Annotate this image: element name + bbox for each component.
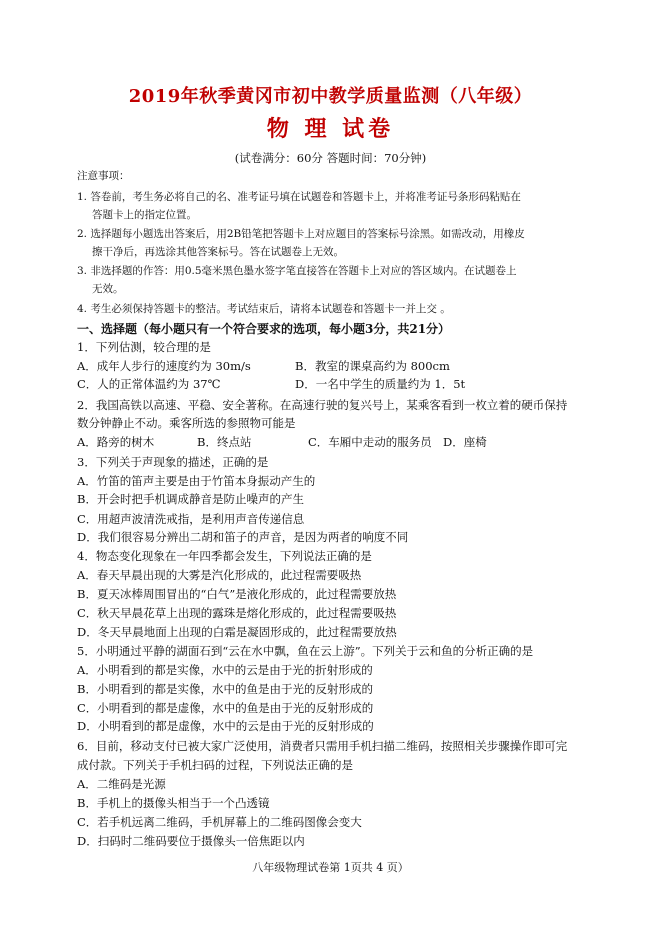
- option-d: D．我们很容易分辨出二胡和笛子的声音，是因为两者的响度不同: [77, 530, 409, 544]
- notes-heading: 注意事项：: [77, 170, 130, 182]
- option-c: C．小明看到的都是虚像，水中的鱼是由于光的反射形成的: [77, 701, 374, 715]
- notes-item: 3. 非选择题的作答：用0.5毫米黑色墨水签字笔直接答在答题卡上对应的答区域内。在试题卷上: [77, 265, 517, 277]
- option-c: C．若手机远离二维码，手机屏幕上的二维码图像会变大: [77, 815, 362, 829]
- notes-item: 无效。: [92, 283, 124, 295]
- question-stem: 5．小明通过平静的湖面石到“云在水中飘，鱼在云上游”。下列关于云和鱼的分析正确的是: [77, 644, 534, 658]
- option-a: A．小明看到的都是实像，水中的云是由于光的折射形成的: [77, 663, 373, 677]
- option-b: B．开会时把手机调成静音是防止噪声的产生: [77, 492, 304, 506]
- subject-title: 物 理 试卷: [266, 116, 395, 142]
- option-a: A．春天早晨出现的大雾是汽化形成的，此过程需要吸热: [77, 568, 362, 582]
- question-stem: 4．物态变化现象在一年四季都会发生，下列说法正确的是: [77, 549, 372, 563]
- page-title: 2019年秋季黄冈市初中教学质量监测（八年级）: [128, 86, 533, 107]
- question-stem: 1．下列估测，较合理的是: [77, 340, 211, 354]
- option-a: A．竹笛的笛声主要是由于竹笛本身振动产生的: [77, 474, 316, 488]
- question-stem: 3．下列关于声现象的描述，正确的是: [77, 455, 269, 469]
- question-stem-cont: 数分钟静止不动。乘客所选的参照物可能是: [77, 416, 296, 430]
- notes-item: 4. 考生必须保持答题卡的整洁。考试结束后，请将本试题卷和答题卡一并上交 。: [77, 303, 451, 315]
- option-b: B．手机上的摄像头相当于一个凸透镜: [77, 796, 270, 810]
- option-b: B．教室的课桌高约为 800cm: [295, 359, 450, 373]
- question-stem: 2．我国高铁以高速、平稳、安全著称。在高速行驶的复兴号上，某乘客看到一枚立着的硬币保持: [77, 398, 568, 412]
- option-b: B．小明看到的都是实像，水中的鱼是由于光的反射形成的: [77, 682, 373, 696]
- option-d: D．一名中学生的质量约为 1．5t: [295, 377, 466, 391]
- option-d: D．小明看到的都是虚像，水中的云是由于光的反射形成的: [77, 719, 374, 733]
- notes-item: 2. 选择题每小题选出答案后，用2B铅笔把答题卡上对应题目的答案标号涂黑。如需改动，用橡皮: [77, 228, 525, 240]
- question-stem-cont: 成付款。下列关于手机扫码的过程，下列说法正确的是: [77, 758, 353, 772]
- option-a: A．成年人步行的速度约为 30m/s: [77, 359, 251, 373]
- option-b: B．终点站: [197, 435, 252, 449]
- option-a: A．路旁的树木: [77, 435, 155, 449]
- option-c: C．车厢中走动的服务员: [308, 435, 432, 449]
- option-d: D．扫码时二维码要位于摄像头一倍焦距以内: [77, 834, 305, 848]
- option-d: D．冬天早晨地面上出现的白霜是凝固形成的，此过程需要放热: [77, 625, 397, 639]
- option-a: A．二维码是光源: [77, 777, 166, 791]
- section-heading: 一、选择题（每小题只有一个符合要求的选项，每小题3分，共21分）: [77, 322, 451, 336]
- exam-info: (试卷满分：60分 答题时间：70分钟): [234, 151, 427, 165]
- option-c: C．秋天早晨花草上出现的露珠是熔化形成的，此过程需要吸热: [77, 606, 397, 620]
- option-d: D．座椅: [443, 435, 487, 449]
- page-footer: 八年级物理试卷第 1页共 4 页）: [252, 861, 409, 874]
- option-c: C．用超声波清洗戒指，是利用声音传递信息: [77, 512, 305, 526]
- option-b: B．夏天冰棒周围冒出的“白气”是液化形成的，此过程需要放热: [77, 587, 397, 601]
- notes-item: 擦干净后，再选涂其他答案标号。答在试题卷上无效。: [92, 246, 344, 258]
- notes-item: 1. 答卷前，考生务必将自己的名、准考证号填在试题卷和答题卡上，并将准考证号条形码粘贴在: [77, 191, 521, 203]
- option-c: C．人的正常体温约为 37℃: [77, 377, 221, 391]
- question-stem: 6．目前，移动支付已被大家广泛使用，消费者只需用手机扫描二维码，按照相关步骤操作即可完: [77, 739, 568, 753]
- notes-item: 答题卡上的指定位置。: [92, 209, 197, 221]
